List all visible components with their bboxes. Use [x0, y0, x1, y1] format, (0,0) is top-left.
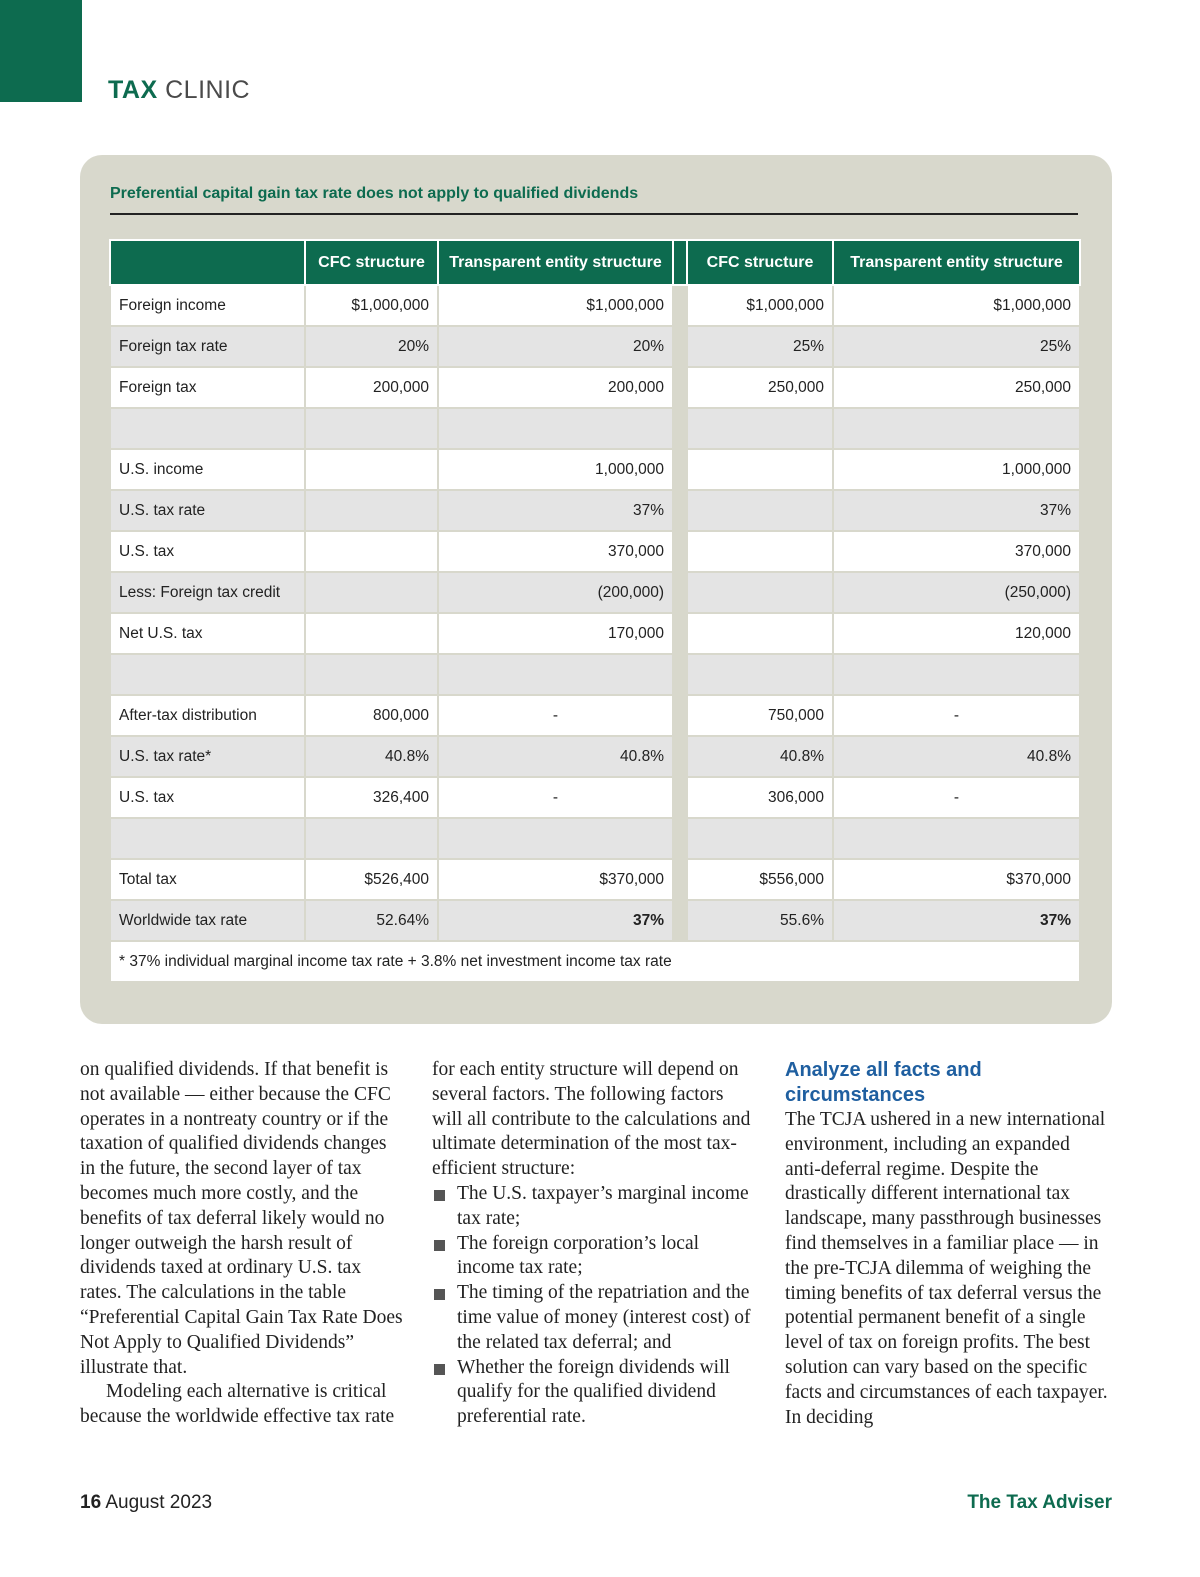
- value-cell: [438, 818, 673, 859]
- paragraph: on qualified dividends. If that benefit is not available — either because the CFC operates in a nontreaty country or if the taxation of qualified dividends changes in the future, the second layer of tax becomes much more costly, and the benefits of tax deferral likely would no longer outweigh the harsh result of dividends taxed at ordinary U.S. tax rates. The calculations in the table “Preferential Capital Gain Tax Rate Does Not Apply to Qualified Dividends” illustrate that.: [80, 1059, 403, 1378]
- value-cell: 200,000: [305, 367, 438, 408]
- value-cell: (250,000): [833, 572, 1080, 613]
- issue-date: August 2023: [105, 1492, 213, 1513]
- value-cell: 370,000: [833, 531, 1080, 572]
- row-label-cell: Total tax: [110, 859, 305, 900]
- value-cell: [687, 408, 833, 449]
- row-label-cell: U.S. tax rate: [110, 490, 305, 531]
- value-cell: [687, 490, 833, 531]
- column-gap: [673, 572, 687, 613]
- column-gap: [673, 859, 687, 900]
- row-label-cell: U.S. tax rate*: [110, 736, 305, 777]
- page-footer-left: [80, 1492, 212, 1514]
- column-gap: [673, 490, 687, 531]
- value-cell: 250,000: [833, 367, 1080, 408]
- value-cell: [687, 531, 833, 572]
- column-gap: [673, 818, 687, 859]
- value-cell: 37%: [833, 900, 1080, 941]
- table-row: [110, 326, 1080, 367]
- list-item: [432, 1232, 757, 1282]
- column-header: Transparent entity structure: [833, 240, 1080, 285]
- value-cell: [687, 613, 833, 654]
- row-label-cell: Net U.S. tax: [110, 613, 305, 654]
- row-label-cell: Less: Foreign tax credit: [110, 572, 305, 613]
- value-cell: 1,000,000: [833, 449, 1080, 490]
- column-gap: [673, 695, 687, 736]
- value-cell: 20%: [438, 326, 673, 367]
- corner-accent-block: [0, 0, 82, 102]
- column-gap: [673, 654, 687, 695]
- section-label-bold: TAX: [108, 76, 158, 104]
- square-bullet-icon: [434, 1289, 445, 1300]
- column-gap: [673, 736, 687, 777]
- value-cell: 20%: [305, 326, 438, 367]
- paragraph: The TCJA ushered in a new international environment, including an expanded anti-deferral regime. Despite the drastically different international tax landscape, many passthrough businesses find themselves in a familiar place — in the pre-TCJA dilemma of weighing the timing benefits of tax deferral versus the potential permanent benefit of a single level of tax on foreign profits. The best solution can vary based on the specific facts and circumstances of each taxpayer. In deciding: [785, 1109, 1108, 1428]
- value-cell: -: [438, 695, 673, 736]
- factor-list: [432, 1182, 757, 1430]
- table-row: [110, 531, 1080, 572]
- value-cell: [305, 613, 438, 654]
- value-cell: 120,000: [833, 613, 1080, 654]
- value-cell: 37%: [833, 490, 1080, 531]
- row-label-cell: Foreign income: [110, 285, 305, 326]
- value-cell: 40.8%: [438, 736, 673, 777]
- table-row: [110, 408, 1080, 449]
- paragraph: Modeling each alternative is critical because the worldwide effective tax rate: [80, 1381, 395, 1428]
- square-bullet-icon: [434, 1190, 445, 1201]
- value-cell: 250,000: [687, 367, 833, 408]
- header-label-cell: [110, 240, 305, 285]
- value-cell: $1,000,000: [833, 285, 1080, 326]
- column-gap: [673, 240, 687, 285]
- row-label-cell: U.S. income: [110, 449, 305, 490]
- value-cell: [833, 408, 1080, 449]
- table-footnote-row: [110, 941, 1080, 982]
- table-row: [110, 613, 1080, 654]
- body-column-2: [432, 1058, 757, 1430]
- value-cell: 370,000: [438, 531, 673, 572]
- row-label-cell: Foreign tax: [110, 367, 305, 408]
- value-cell: -: [833, 777, 1080, 818]
- page-number: 16: [80, 1492, 102, 1513]
- table-row: [110, 777, 1080, 818]
- value-cell: -: [438, 777, 673, 818]
- column-header: Transparent entity structure: [438, 240, 673, 285]
- value-cell: [305, 654, 438, 695]
- value-cell: [305, 408, 438, 449]
- row-label-cell: [110, 654, 305, 695]
- row-label-cell: After-tax distribution: [110, 695, 305, 736]
- table-row: [110, 285, 1080, 326]
- value-cell: [687, 572, 833, 613]
- table-row: [110, 818, 1080, 859]
- table-title: Preferential capital gain tax rate does not apply to qualified dividends: [110, 185, 1078, 215]
- value-cell: [687, 449, 833, 490]
- list-item-text: The timing of the repatriation and the time value of money (interest cost) of the related tax deferral; and: [457, 1282, 751, 1353]
- value-cell: $526,400: [305, 859, 438, 900]
- value-cell: 1,000,000: [438, 449, 673, 490]
- square-bullet-icon: [434, 1240, 445, 1251]
- table-row: [110, 490, 1080, 531]
- value-cell: [438, 654, 673, 695]
- value-cell: 37%: [438, 900, 673, 941]
- table-row: [110, 572, 1080, 613]
- value-cell: [687, 818, 833, 859]
- column-gap: [673, 777, 687, 818]
- value-cell: (200,000): [438, 572, 673, 613]
- value-cell: 40.8%: [305, 736, 438, 777]
- value-cell: $1,000,000: [305, 285, 438, 326]
- column-gap: [673, 449, 687, 490]
- value-cell: 40.8%: [687, 736, 833, 777]
- value-cell: [687, 654, 833, 695]
- value-cell: 200,000: [438, 367, 673, 408]
- table-row: [110, 654, 1080, 695]
- value-cell: $1,000,000: [687, 285, 833, 326]
- value-cell: 25%: [833, 326, 1080, 367]
- row-label-cell: U.S. tax: [110, 531, 305, 572]
- table-panel: [80, 155, 1112, 1024]
- list-item: [432, 1182, 757, 1232]
- body-column-1: [80, 1058, 405, 1430]
- value-cell: [305, 572, 438, 613]
- column-gap: [673, 326, 687, 367]
- value-cell: 326,400: [305, 777, 438, 818]
- publication-name: The Tax Adviser: [967, 1492, 1112, 1513]
- column-gap: [673, 531, 687, 572]
- table-footnote: * 37% individual marginal income tax rate + 3.8% net investment income tax rate: [110, 941, 1080, 982]
- value-cell: $556,000: [687, 859, 833, 900]
- table-row: [110, 859, 1080, 900]
- value-cell: $370,000: [438, 859, 673, 900]
- table-row: [110, 900, 1080, 941]
- value-cell: 306,000: [687, 777, 833, 818]
- column-gap: [673, 367, 687, 408]
- value-cell: $370,000: [833, 859, 1080, 900]
- value-cell: [305, 449, 438, 490]
- table-row: [110, 736, 1080, 777]
- body-column-3: [785, 1058, 1110, 1430]
- list-item: [432, 1281, 757, 1355]
- paragraph: for each entity structure will depend on several factors. The following factors will all contribute to the calculations and ultimate determination of the most tax-efficient structure:: [432, 1059, 751, 1180]
- column-gap: [673, 408, 687, 449]
- row-label-cell: Worldwide tax rate: [110, 900, 305, 941]
- value-cell: $1,000,000: [438, 285, 673, 326]
- value-cell: 800,000: [305, 695, 438, 736]
- value-cell: 52.64%: [305, 900, 438, 941]
- list-item: [432, 1356, 757, 1430]
- row-label-cell: Foreign tax rate: [110, 326, 305, 367]
- value-cell: 55.6%: [687, 900, 833, 941]
- value-cell: 170,000: [438, 613, 673, 654]
- section-label-light: CLINIC: [165, 76, 251, 104]
- value-cell: -: [833, 695, 1080, 736]
- value-cell: 750,000: [687, 695, 833, 736]
- square-bullet-icon: [434, 1364, 445, 1375]
- value-cell: [438, 408, 673, 449]
- section-heading: Analyze all facts and circumstances: [785, 1059, 982, 1106]
- value-cell: 37%: [438, 490, 673, 531]
- table-row: [110, 367, 1080, 408]
- tax-comparison-table: [109, 239, 1081, 983]
- value-cell: [833, 654, 1080, 695]
- row-label-cell: [110, 818, 305, 859]
- list-item-text: Whether the foreign dividends will qualify for the qualified dividend preferential rate.: [457, 1356, 730, 1428]
- column-gap: [673, 900, 687, 941]
- row-label-cell: U.S. tax: [110, 777, 305, 818]
- table-row: [110, 449, 1080, 490]
- column-gap: [673, 285, 687, 326]
- section-label: [108, 76, 250, 105]
- value-cell: [305, 490, 438, 531]
- list-item-text: The foreign corporation’s local income tax rate;: [457, 1232, 700, 1279]
- value-cell: 40.8%: [833, 736, 1080, 777]
- column-gap: [673, 613, 687, 654]
- row-label-cell: [110, 408, 305, 449]
- table-row: [110, 695, 1080, 736]
- value-cell: [305, 531, 438, 572]
- column-header: CFC structure: [687, 240, 833, 285]
- value-cell: 25%: [687, 326, 833, 367]
- table-header-row: [110, 240, 1080, 285]
- value-cell: [305, 818, 438, 859]
- value-cell: [833, 818, 1080, 859]
- list-item-text: The U.S. taxpayer’s marginal income tax rate;: [457, 1182, 749, 1229]
- column-header: CFC structure: [305, 240, 438, 285]
